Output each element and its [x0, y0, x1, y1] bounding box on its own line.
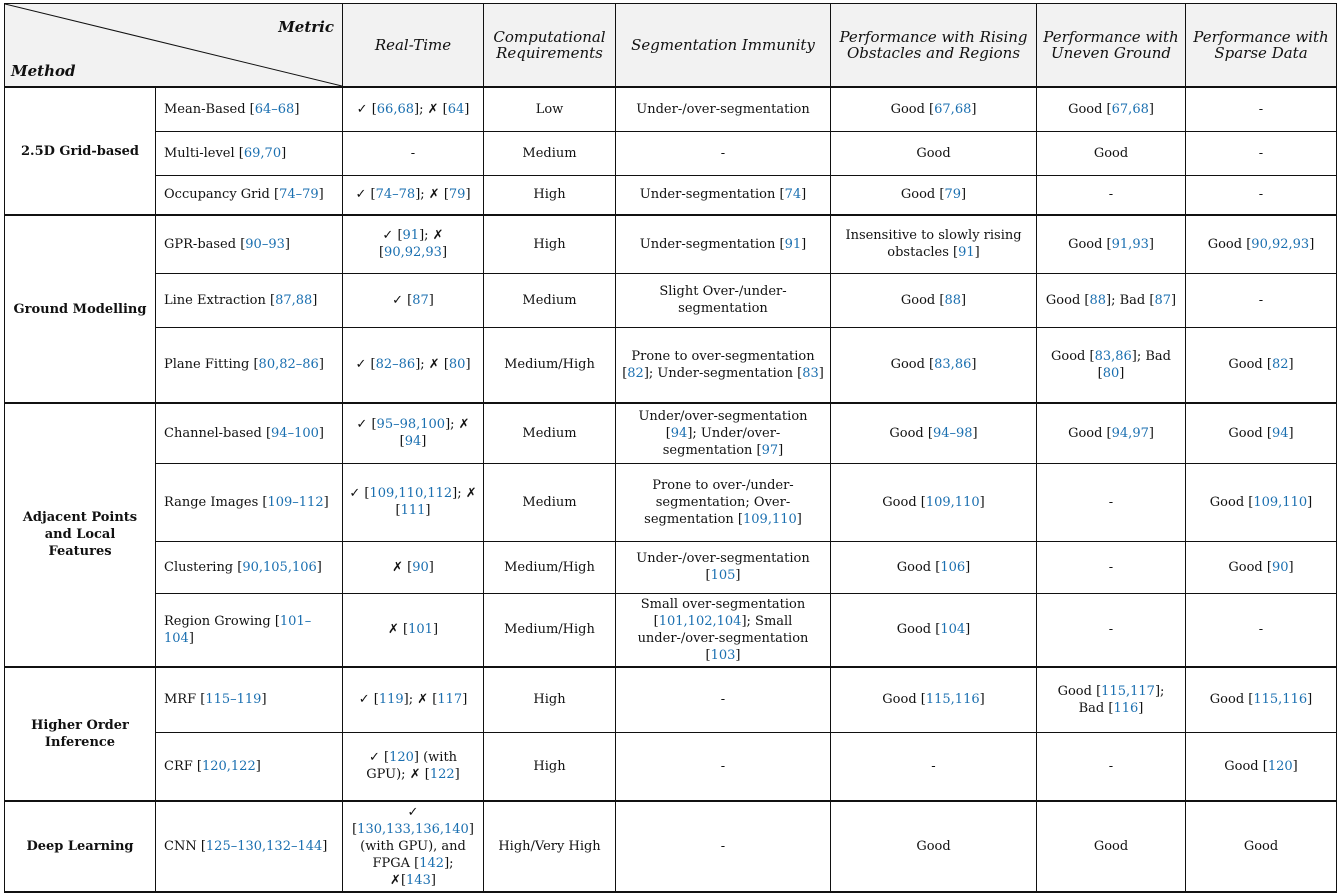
sparse-data-cell: Good [90,92,93] [1186, 215, 1337, 273]
realtime-cell: ✓ [74–78]; ✗ [79] [343, 175, 484, 215]
category-cell: Adjacent Points and Local Features [5, 403, 156, 667]
sparse-data-cell: Good [90] [1186, 541, 1337, 593]
rising-obstacles-cell: Good [83,86] [831, 327, 1037, 403]
category-cell: 2.5D Grid-based [5, 87, 156, 215]
computational-cell: Medium/High [484, 327, 616, 403]
realtime-cell: ✓ [130,133,136,140] (with GPU), and FPGA [142]; ✗[143] [343, 801, 484, 892]
segmentation-cell: - [616, 733, 831, 801]
header-row [5, 4, 1337, 88]
method-label: Method [11, 62, 76, 80]
realtime-cell: ✗ [90] [343, 541, 484, 593]
segmentation-cell: - [616, 667, 831, 733]
segmentation-cell: Prone to over-/under-segmentation; Over-segmentation [109,110] [616, 463, 831, 541]
table-row [5, 801, 1337, 892]
rising-obstacles-cell: Insensitive to slowly rising obstacles [91] [831, 215, 1037, 273]
rising-obstacles-cell: Good [109,110] [831, 463, 1037, 541]
segmentation-cell: Slight Over-/under-segmentation [616, 273, 831, 327]
computational-cell: Low [484, 87, 616, 131]
rising-obstacles-cell: Good [104] [831, 593, 1037, 667]
table-row [5, 403, 1337, 463]
column-header-sparse-data: Performance with Sparse Data [1186, 4, 1337, 88]
computational-cell: High/Very High [484, 801, 616, 892]
metric-label: Metric [278, 18, 334, 36]
uneven-ground-cell: Good [88]; Bad [87] [1037, 273, 1186, 327]
computational-cell: Medium/High [484, 593, 616, 667]
column-header-segmentation: Segmentation Immunity [616, 4, 831, 88]
uneven-ground-cell: Good [1037, 131, 1186, 175]
uneven-ground-cell: - [1037, 593, 1186, 667]
realtime-cell: ✓ [109,110,112]; ✗ [111] [343, 463, 484, 541]
column-header-rising-obstacles: Performance with Rising Obstacles and Regions [831, 4, 1037, 88]
table-row [5, 463, 1337, 541]
table-row [5, 273, 1337, 327]
segmentation-cell: - [616, 131, 831, 175]
method-cell: CNN [125–130,132–144] [156, 801, 343, 892]
method-cell: MRF [115–119] [156, 667, 343, 733]
method-cell: CRF [120,122] [156, 733, 343, 801]
rising-obstacles-cell: Good [94–98] [831, 403, 1037, 463]
column-header-uneven-ground: Performance with Uneven Ground [1037, 4, 1186, 88]
segmentation-cell: Under/over-segmentation [94]; Under/over-segmentation [97] [616, 403, 831, 463]
category-cell: Ground Modelling [5, 215, 156, 403]
segmentation-cell: Under-/over-segmentation [616, 87, 831, 131]
rising-obstacles-cell: Good [88] [831, 273, 1037, 327]
rising-obstacles-cell: Good [79] [831, 175, 1037, 215]
uneven-ground-cell: Good [67,68] [1037, 87, 1186, 131]
method-cell: Channel-based [94–100] [156, 403, 343, 463]
method-cell: Plane Fitting [80,82–86] [156, 327, 343, 403]
computational-cell: High [484, 215, 616, 273]
uneven-ground-cell: Good [1037, 801, 1186, 892]
realtime-cell: ✓ [87] [343, 273, 484, 327]
method-cell: Multi-level [69,70] [156, 131, 343, 175]
rising-obstacles-cell: Good [115,116] [831, 667, 1037, 733]
computational-cell: High [484, 667, 616, 733]
rising-obstacles-cell: Good [831, 801, 1037, 892]
realtime-cell: ✓ [119]; ✗ [117] [343, 667, 484, 733]
method-cell: Mean-Based [64–68] [156, 87, 343, 131]
computational-cell: High [484, 175, 616, 215]
computational-cell: Medium [484, 131, 616, 175]
sparse-data-cell: Good [94] [1186, 403, 1337, 463]
uneven-ground-cell: Good [94,97] [1037, 403, 1186, 463]
sparse-data-cell: Good [120] [1186, 733, 1337, 801]
sparse-data-cell: - [1186, 175, 1337, 215]
uneven-ground-cell: Good [115,117]; Bad [116] [1037, 667, 1186, 733]
uneven-ground-cell: - [1037, 733, 1186, 801]
realtime-cell: ✓ [120] (with GPU); ✗ [122] [343, 733, 484, 801]
realtime-cell: ✓ [66,68]; ✗ [64] [343, 87, 484, 131]
segmentation-cell: Under-/over-segmentation [105] [616, 541, 831, 593]
uneven-ground-cell: - [1037, 463, 1186, 541]
realtime-cell: ✓ [91]; ✗ [90,92,93] [343, 215, 484, 273]
table-row [5, 327, 1337, 403]
table-row [5, 215, 1337, 273]
method-cell: Line Extraction [87,88] [156, 273, 343, 327]
rising-obstacles-cell: - [831, 733, 1037, 801]
realtime-cell: ✗ [101] [343, 593, 484, 667]
table-row [5, 87, 1337, 131]
segmentation-cell: Under-segmentation [74] [616, 175, 831, 215]
sparse-data-cell: Good [1186, 801, 1337, 892]
uneven-ground-cell: Good [91,93] [1037, 215, 1186, 273]
table-row [5, 667, 1337, 733]
realtime-cell: ✓ [95–98,100]; ✗ [94] [343, 403, 484, 463]
method-cell: Range Images [109–112] [156, 463, 343, 541]
table-row [5, 541, 1337, 593]
segmentation-cell: Small over-segmentation [101,102,104]; Small under-/over-segmentation [103] [616, 593, 831, 667]
table-row [5, 175, 1337, 215]
table-row [5, 593, 1337, 667]
computational-cell: Medium/High [484, 541, 616, 593]
sparse-data-cell: - [1186, 593, 1337, 667]
comparison-table [4, 3, 1337, 893]
method-cell: Occupancy Grid [74–79] [156, 175, 343, 215]
category-cell: Deep Learning [5, 801, 156, 892]
method-cell: GPR-based [90–93] [156, 215, 343, 273]
table-row [5, 733, 1337, 801]
segmentation-cell: Under-segmentation [91] [616, 215, 831, 273]
category-cell: Higher Order Inference [5, 667, 156, 801]
uneven-ground-cell: - [1037, 175, 1186, 215]
uneven-ground-cell: - [1037, 541, 1186, 593]
sparse-data-cell: - [1186, 273, 1337, 327]
computational-cell: Medium [484, 463, 616, 541]
table-row [5, 131, 1337, 175]
corner-header-cell [5, 4, 343, 88]
sparse-data-cell: Good [115,116] [1186, 667, 1337, 733]
sparse-data-cell: Good [82] [1186, 327, 1337, 403]
table-body [5, 87, 1337, 892]
sparse-data-cell: - [1186, 131, 1337, 175]
realtime-cell: ✓ [82–86]; ✗ [80] [343, 327, 484, 403]
column-header-computational: Computational Requirements [484, 4, 616, 88]
column-header-realtime: Real-Time [343, 4, 484, 88]
realtime-cell: - [343, 131, 484, 175]
segmentation-cell: - [616, 801, 831, 892]
computational-cell: Medium [484, 273, 616, 327]
computational-cell: Medium [484, 403, 616, 463]
rising-obstacles-cell: Good [831, 131, 1037, 175]
sparse-data-cell: Good [109,110] [1186, 463, 1337, 541]
segmentation-cell: Prone to over-segmentation [82]; Under-segmentation [83] [616, 327, 831, 403]
uneven-ground-cell: Good [83,86]; Bad [80] [1037, 327, 1186, 403]
method-cell: Region Growing [101–104] [156, 593, 343, 667]
rising-obstacles-cell: Good [106] [831, 541, 1037, 593]
computational-cell: High [484, 733, 616, 801]
sparse-data-cell: - [1186, 87, 1337, 131]
rising-obstacles-cell: Good [67,68] [831, 87, 1037, 131]
method-cell: Clustering [90,105,106] [156, 541, 343, 593]
